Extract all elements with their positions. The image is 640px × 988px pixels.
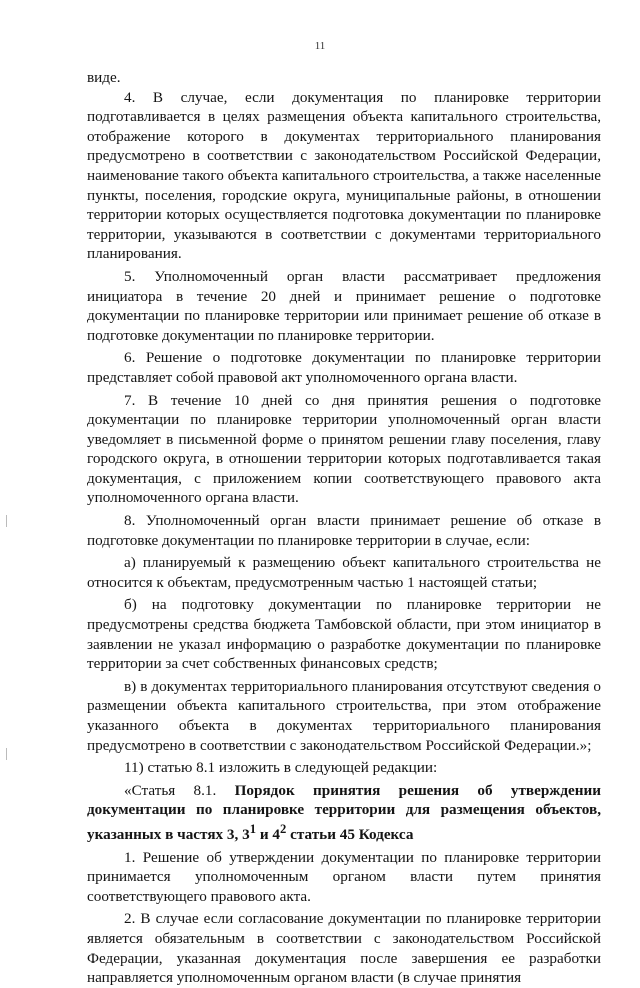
paragraph-item-6: 6. Решение о подготовке документации по планировке территории представляет собой правовой акт уполномоченного органа власти. xyxy=(87,349,601,386)
subitem-v: в) в документах территориального планирования отсутствуют сведения о размещении объекта капитального строительства, при этом отображение указанного объекта в документах территориального планирования предусмотрено в соответствии с законодательством Российской Федерации.»; xyxy=(87,677,601,754)
article-item-1: 1. Решение об утверждении документации по планировке территории принимается уполномоченным органом власти путем принятия соответствующего правового акта. xyxy=(87,848,601,905)
paragraph-continuation: виде. xyxy=(87,69,121,86)
document-body xyxy=(87,68,601,988)
article-item-2: 2. В случае если согласование документации по планировке территории является обязательным в соответствии с законодательством Российской Федерации, указанная документация после завершения ее разработки направляется уполномоченным органом власти (в случае принятия xyxy=(87,910,601,987)
article-title: Порядок принятия решения об утверждении документации по планировке территории для размещения объектов, указанных в частях 3, $3^1$ и $4^2$ статьи 45 Кодекса xyxy=(87,781,601,844)
scan-mark xyxy=(6,515,7,527)
paragraph-item-4: 4. В случае, если документация по планировке территории подготавливается в целях размещения объекта капитального строительства, отображение которого в документах территориального планирования предусмотрено в соответствии с законодательством Российской Федерации, наименование такого объекта капитального строительства, а также населенные пункты, поселения, городские округа, муниципальные районы, в отношении территории которых осуществляется подготовка документации по планировке территории, указываются в соответствии с документами территориального планирования. xyxy=(87,88,601,263)
scan-mark xyxy=(6,748,7,760)
article-number: «Статья 8.1. xyxy=(124,781,235,799)
subitem-b: б) на подготовку документации по планировке территории не предусмотрены средства бюджета Тамбовской области, при этом инициатор в заявлении не указал информацию о разработке документации по планировке территории за счет собственных финансовых средств; xyxy=(87,596,601,673)
subitem-a: а) планируемый к размещению объект капитального строительства не относится к объектам, предусмотренным частью 1 настоящей статьи; xyxy=(87,554,601,591)
paragraph-item-7: 7. В течение 10 дней со дня принятия решения о подготовке документации по планировке территории уполномоченный орган власти уведомляет в письменной форме о принятом решении главу поселения, главу городского округа, в отношении территории которых подготавливается такая документация, с приложением копии соответствующего правового акта уполномоченного органа власти. xyxy=(87,391,601,507)
page-number: 11 xyxy=(314,40,326,52)
paragraph-item-8: 8. Уполномоченный орган власти принимает решение об отказе в подготовке документации по планировке территории в случае, если: xyxy=(87,512,601,549)
paragraph-item-5: 5. Уполномоченный орган власти рассматривает предложения инициатора в течение 20 дней и принимает решение о подготовке документации по планировке территории или принимает решение об отказе в подготовке документации по планировке территории. xyxy=(87,267,601,344)
article-heading xyxy=(87,781,601,845)
amendment-instruction: 11) статью 8.1 изложить в следующей редакции: xyxy=(124,759,438,777)
